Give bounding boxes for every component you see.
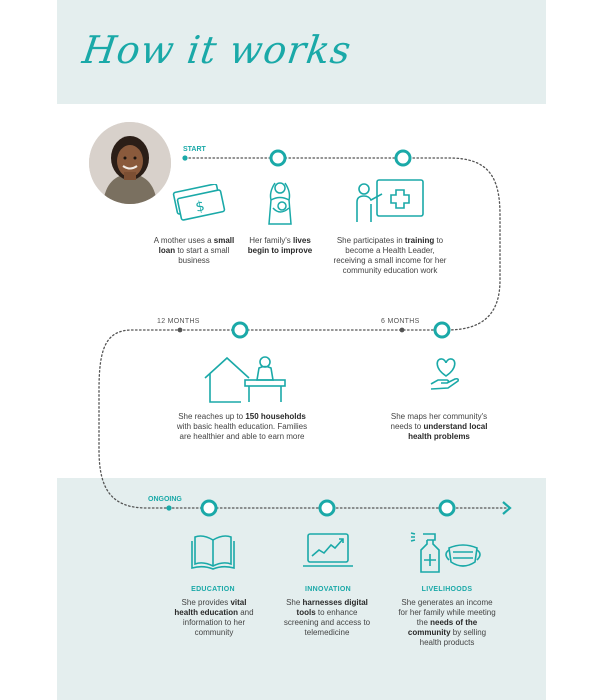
ongoing-livelihoods-text: She generates an income for her family while meeting the needs of the community by selling health products [398,598,496,647]
ongoing-innovation-text: She harnesses digital tools to enhance screening and access to telemedicine [283,598,371,637]
teacher-board-icon [355,178,427,224]
step-households-text: She reaches up to 150 households with basic health education. Families are healthier and able to earn more [176,412,308,441]
timeline-node [271,151,285,165]
timeline-node [435,323,449,337]
timeline-dot [400,328,405,333]
timeline-dot [182,155,187,160]
timeline-dot [178,328,183,333]
timeline-label-12-months: 12 MONTHS [157,318,200,325]
house-people-icon [203,354,295,404]
mother-baby-icon [265,180,295,226]
timeline-path [57,0,546,700]
timeline-node [320,501,334,515]
timeline-node [440,501,454,515]
timeline-node [233,323,247,337]
timeline-label-start: START [183,146,206,153]
heading-education: EDUCATION [191,586,235,593]
money-icon [167,184,227,224]
avatar [89,122,171,204]
timeline-node [202,501,216,515]
step-training-text: She participates in training to become a Health Leader, receiving a small income for her community education work [333,236,447,275]
heading-livelihoods: LIVELIHOODS [421,586,473,593]
timeline-node [396,151,410,165]
book-icon [191,534,235,570]
timeline-dot [166,505,171,510]
laptop-chart-icon [302,532,354,572]
page-title: How it works [79,28,355,72]
infographic-page [57,0,546,700]
heading-innovation: INNOVATION [305,586,351,593]
step-maps-text: She maps her community's needs to understand local health problems [390,412,488,441]
step-loan-text: A mother uses a small loan to start a small business [153,236,235,265]
heart-hand-icon [428,356,464,392]
timeline-label-6-months: 6 MONTHS [381,318,420,325]
ongoing-education-text: She provides vital health education and information to her community [174,598,254,637]
step-family-text: Her family's lives begin to improve [247,236,313,255]
timeline-label-ongoing: ONGOING [148,496,182,503]
svg-text:$: $ [194,198,207,216]
sanitizer-mask-icon [409,530,485,574]
